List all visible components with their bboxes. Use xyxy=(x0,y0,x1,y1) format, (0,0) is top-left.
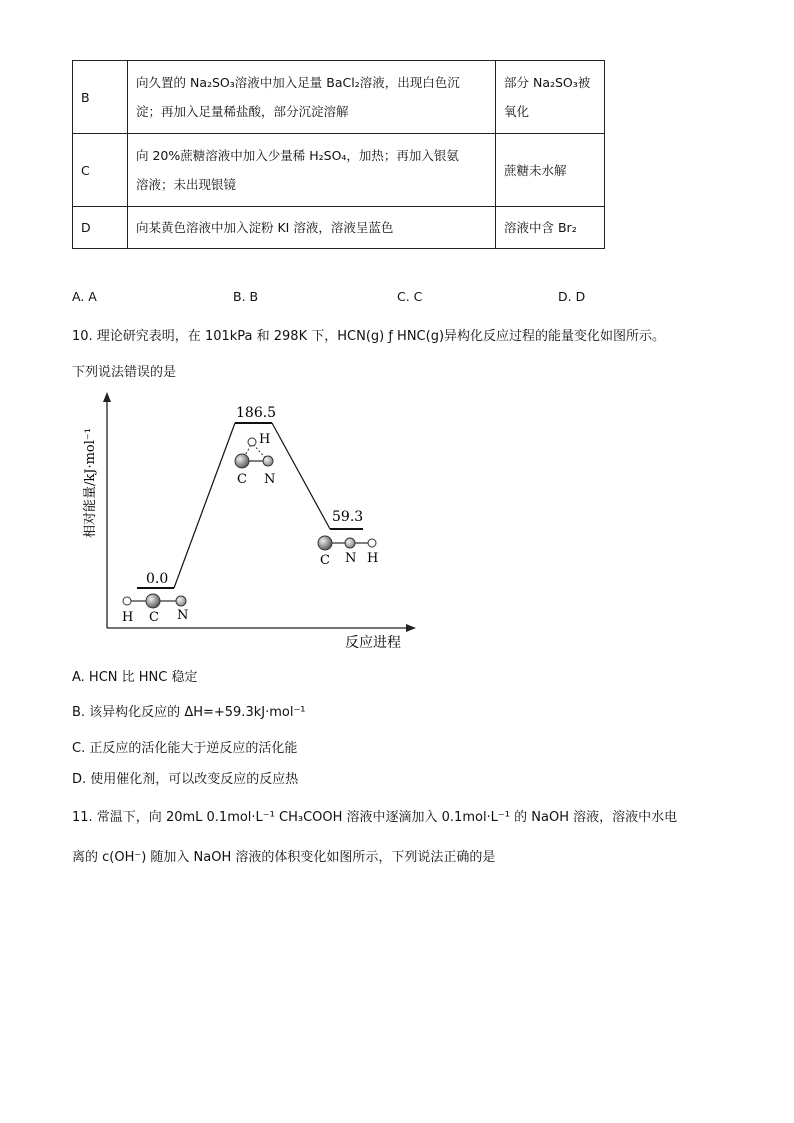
row-experiment: 向久置的 Na₂SO₃溶液中加入足量 BaCl₂溶液，出现白色沉 淀；再加入足量稀盐酸，部分沉淀溶解 xyxy=(128,61,496,134)
nitrogen-atom-icon xyxy=(263,456,273,466)
energy-diagram xyxy=(72,388,432,658)
q10-option-c[interactable]: C. 正反应的活化能大于逆反应的活化能 xyxy=(72,741,298,756)
row-label: D xyxy=(73,207,128,249)
question-11-stem: 11. 常温下，向 20mL 0.1mol·L⁻¹ CH₃COOH 溶液中逐滴加入 0.1mol·L⁻¹ 的 NaOH 溶液，溶液中水电 xyxy=(72,810,678,825)
table-row xyxy=(73,207,605,249)
hydrogen-atom-icon xyxy=(123,597,131,605)
options-table xyxy=(72,60,605,249)
svg-text:N: N xyxy=(177,608,189,623)
x-axis-label: 反应进程 xyxy=(345,635,401,651)
row-label: C xyxy=(73,134,128,207)
svg-text:H: H xyxy=(367,551,379,566)
choice-a[interactable]: A. A xyxy=(72,289,97,304)
question-10-prompt: 下列说法错误的是 xyxy=(72,365,177,380)
carbon-atom-icon xyxy=(235,454,249,468)
reactant-energy-label: 0.0 xyxy=(146,571,169,587)
row-conclusion: 部分 Na₂SO₃被 氧化 xyxy=(496,61,605,134)
x-axis-arrow xyxy=(406,624,416,632)
choice-d[interactable]: D. D xyxy=(558,289,586,304)
svg-text:H: H xyxy=(259,432,271,447)
ts-energy-label: 186.5 xyxy=(236,405,277,421)
path-down xyxy=(272,423,330,529)
y-axis-label: 相对能量/kJ·mol⁻¹ xyxy=(83,428,98,538)
nitrogen-atom-icon xyxy=(176,596,186,606)
table-row xyxy=(73,134,605,207)
svg-text:N: N xyxy=(264,472,276,487)
row-label: B xyxy=(73,61,128,134)
row-conclusion: 溶液中含 Br₂ xyxy=(496,207,605,249)
product-energy-label: 59.3 xyxy=(332,509,364,525)
carbon-atom-icon xyxy=(318,536,332,550)
choice-c[interactable]: C. C xyxy=(397,289,423,304)
path-up xyxy=(174,423,235,588)
row-conclusion: 蔗糖未水解 xyxy=(496,134,605,207)
q10-option-a[interactable]: A. HCN 比 HNC 稳定 xyxy=(72,670,198,685)
hydrogen-atom-icon xyxy=(248,438,256,446)
choice-b[interactable]: B. B xyxy=(233,289,259,304)
svg-text:H: H xyxy=(122,610,134,625)
carbon-atom-icon xyxy=(146,594,160,608)
row-experiment: 向 20%蔗糖溶液中加入少量稀 H₂SO₄，加热；再加入银氨 溶液；未出现银镜 xyxy=(128,134,496,207)
q10-option-d[interactable]: D. 使用催化剂，可以改变反应的反应热 xyxy=(72,772,299,787)
svg-text:C: C xyxy=(320,553,330,568)
question-11-prompt: 离的 c(OH⁻) 随加入 NaOH 溶液的体积变化如图所示，下列说法正确的是 xyxy=(72,850,496,865)
svg-text:C: C xyxy=(237,472,247,487)
svg-text:C: C xyxy=(149,610,159,625)
table-row xyxy=(73,61,605,134)
svg-text:N: N xyxy=(345,551,357,566)
row-experiment: 向某黄色溶液中加入淀粉 KI 溶液，溶液呈蓝色 xyxy=(128,207,496,249)
hydrogen-atom-icon xyxy=(368,539,376,547)
question-10-stem: 10. 理论研究表明，在 101kPa 和 298K 下，HCN(g) ƒ HNC(g)异构化反应过程的能量变化如图所示。 xyxy=(72,329,666,344)
q10-option-b[interactable]: B. 该异构化反应的 ΔH=+59.3kJ·mol⁻¹ xyxy=(72,705,306,720)
y-axis-arrow xyxy=(103,392,111,402)
nitrogen-atom-icon xyxy=(345,538,355,548)
